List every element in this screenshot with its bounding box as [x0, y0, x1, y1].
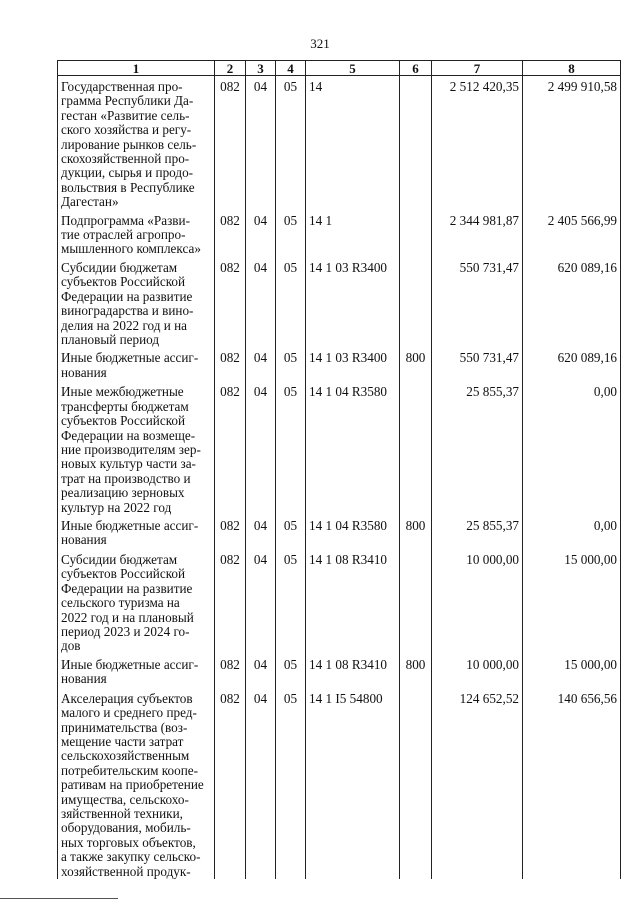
- table-row: [58, 210, 621, 257]
- code-subsection: 05: [276, 76, 306, 210]
- row-name: Иные межбюджетные трансферты бюджетам субъектов Российской Федерации на возмеще- ние производителям зер- новых культур части за- трат на производство и реализацию зерновых культур на 2022 год: [58, 381, 215, 515]
- amount-2023: 550 731,47: [432, 257, 523, 347]
- amount-2024: 620 089,16: [523, 257, 621, 347]
- footnote-rule: [0, 898, 118, 899]
- code-admin: 082: [215, 515, 246, 549]
- code-target: 14 1 03 R3400: [306, 257, 400, 347]
- column-header: 5: [306, 61, 400, 76]
- code-expense-type: [400, 381, 432, 515]
- code-admin: 082: [215, 210, 246, 257]
- table-row: [58, 347, 621, 381]
- code-target: 14 1: [306, 210, 400, 257]
- table-row: [58, 549, 621, 654]
- row-name: Акселерация субъектов малого и среднего пред- принимательства (воз- мещение части затрат сельскохозяйственным потребительским коопе- ративам на приобретение имущества, сельскохо- зяйственной техники, оборудования, мобиль- ных торговых объектов, а также закупку сельско- хозяйственной продук-: [58, 688, 215, 879]
- amount-2024: 0,00: [523, 381, 621, 515]
- budget-table: [57, 60, 621, 879]
- amount-2024: 2 499 910,58: [523, 76, 621, 210]
- code-subsection: 05: [276, 210, 306, 257]
- amount-2023: 2 512 420,35: [432, 76, 523, 210]
- table-row: [58, 381, 621, 515]
- code-section: 04: [246, 549, 276, 654]
- amount-2023: 124 652,52: [432, 688, 523, 879]
- code-section: 04: [246, 210, 276, 257]
- code-expense-type: [400, 210, 432, 257]
- code-expense-type: 800: [400, 515, 432, 549]
- amount-2024: 620 089,16: [523, 347, 621, 381]
- code-subsection: 05: [276, 688, 306, 879]
- amount-2023: 2 344 981,87: [432, 210, 523, 257]
- code-section: 04: [246, 688, 276, 879]
- row-name: Иные бюджетные ассиг- нования: [58, 654, 215, 688]
- code-admin: 082: [215, 688, 246, 879]
- table-row: [58, 688, 621, 879]
- code-admin: 082: [215, 654, 246, 688]
- table-header-row: [58, 61, 621, 76]
- amount-2024: 2 405 566,99: [523, 210, 621, 257]
- row-name: Субсидии бюджетам субъектов Российской Федерации на развитие виноградарства и вино- делия на 2022 год и на плановый период: [58, 257, 215, 347]
- column-header: 6: [400, 61, 432, 76]
- row-name: Иные бюджетные ассиг- нования: [58, 347, 215, 381]
- amount-2024: 15 000,00: [523, 654, 621, 688]
- code-expense-type: 800: [400, 654, 432, 688]
- column-header: 1: [58, 61, 215, 76]
- amount-2023: 25 855,37: [432, 381, 523, 515]
- row-name: Государственная про- грамма Республики Да- гестан «Развитие сель- ского хозяйства и регу- лирование рынков сель- скохозяйственной про- дукции, сырья и продо- вольствия в Республике Дагестан»: [58, 76, 215, 210]
- code-admin: 082: [215, 347, 246, 381]
- code-target: 14 1 03 R3400: [306, 347, 400, 381]
- code-subsection: 05: [276, 654, 306, 688]
- code-target: 14 1 I5 54800: [306, 688, 400, 879]
- amount-2023: 25 855,37: [432, 515, 523, 549]
- column-header: 8: [523, 61, 621, 76]
- amount-2023: 550 731,47: [432, 347, 523, 381]
- code-admin: 082: [215, 549, 246, 654]
- code-section: 04: [246, 257, 276, 347]
- code-expense-type: 800: [400, 347, 432, 381]
- column-header: 4: [276, 61, 306, 76]
- code-expense-type: [400, 257, 432, 347]
- amount-2023: 10 000,00: [432, 654, 523, 688]
- code-target: 14 1 08 R3410: [306, 654, 400, 688]
- column-header: 2: [215, 61, 246, 76]
- code-admin: 082: [215, 76, 246, 210]
- code-target: 14 1 04 R3580: [306, 515, 400, 549]
- table-row: [58, 257, 621, 347]
- code-section: 04: [246, 347, 276, 381]
- amount-2023: 10 000,00: [432, 549, 523, 654]
- row-name: Субсидии бюджетам субъектов Российской Федерации на развитие сельского туризма на 2022 год и на плановый период 2023 и 2024 го- дов: [58, 549, 215, 654]
- column-header: 3: [246, 61, 276, 76]
- code-expense-type: [400, 688, 432, 879]
- table-row: [58, 76, 621, 210]
- amount-2024: 0,00: [523, 515, 621, 549]
- code-section: 04: [246, 76, 276, 210]
- code-section: 04: [246, 381, 276, 515]
- code-subsection: 05: [276, 347, 306, 381]
- table-row: [58, 654, 621, 688]
- row-name: Иные бюджетные ассиг- нования: [58, 515, 215, 549]
- amount-2024: 140 656,56: [523, 688, 621, 879]
- code-section: 04: [246, 654, 276, 688]
- code-subsection: 05: [276, 381, 306, 515]
- code-expense-type: [400, 76, 432, 210]
- table-row: [58, 515, 621, 549]
- page-number: 321: [310, 36, 330, 51]
- code-section: 04: [246, 515, 276, 549]
- row-name: Подпрограмма «Разви- тие отраслей агропро- мышленного комплекса»: [58, 210, 215, 257]
- code-target: 14 1 04 R3580: [306, 381, 400, 515]
- code-target: 14: [306, 76, 400, 210]
- code-admin: 082: [215, 257, 246, 347]
- amount-2024: 15 000,00: [523, 549, 621, 654]
- code-subsection: 05: [276, 257, 306, 347]
- code-admin: 082: [215, 381, 246, 515]
- code-subsection: 05: [276, 515, 306, 549]
- code-subsection: 05: [276, 549, 306, 654]
- code-target: 14 1 08 R3410: [306, 549, 400, 654]
- code-expense-type: [400, 549, 432, 654]
- column-header: 7: [432, 61, 523, 76]
